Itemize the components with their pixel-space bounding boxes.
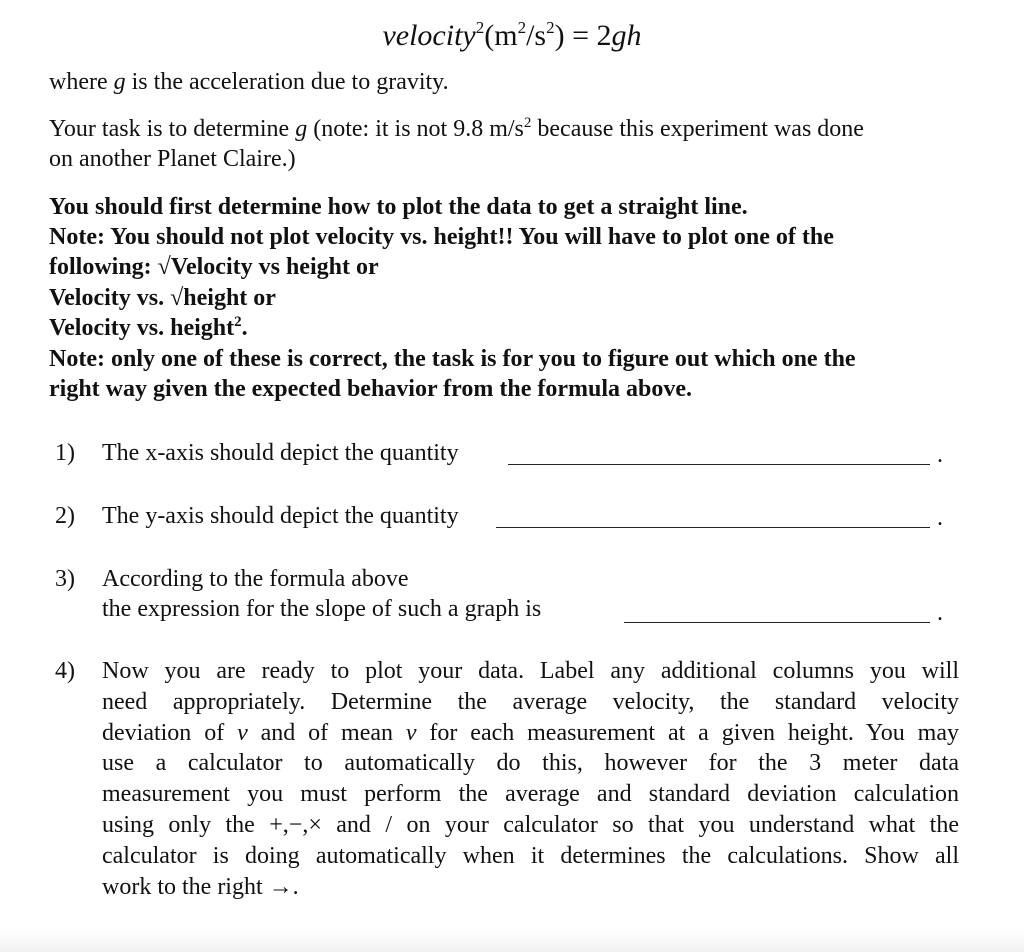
variable-g: g — [295, 116, 308, 142]
paragraph-line: use a calculator to automatically do this, however for the 3 meter data — [102, 750, 959, 777]
question-3-text-line-2: the expression for the slope of such a graph is — [102, 596, 542, 622]
option-text: Velocity vs. height — [49, 315, 235, 341]
question-2-period: . — [937, 505, 943, 531]
question-1-period: . — [937, 442, 943, 468]
task-line-1 — [49, 114, 864, 144]
variable-v: v — [405, 719, 417, 746]
bold-instruction-line-4: Velocity vs. √height or — [49, 285, 276, 311]
equation-rhs-variable: gh — [611, 19, 642, 52]
task-line-2: on another Planet Claire.) — [49, 146, 296, 172]
bold-instruction-line-2: Note: You should not plot velocity vs. height!! You will have to plot one of the — [49, 224, 834, 250]
bold-instruction-line-6: Note: only one of these is correct, the task is for you to figure out which one the — [49, 346, 856, 372]
question-2-number: 2) — [55, 503, 75, 529]
question-2-text: The y-axis should depict the quantity — [102, 503, 459, 529]
velocity-equation — [0, 16, 1024, 56]
equation-velocity-word: velocity — [382, 19, 476, 52]
equation-equals: = 2 — [564, 19, 612, 52]
paragraph-line: measurement you must perform the average and standard deviation calculation — [102, 781, 959, 808]
task-text: Your task is to determine — [49, 116, 296, 142]
question-1-answer-blank[interactable] — [508, 464, 930, 465]
bold-instruction-line-7: right way given the expected behavior from the formula above. — [49, 376, 693, 402]
paragraph-text: and of mean — [247, 719, 406, 746]
equation-unit-exponent: 2 — [517, 18, 527, 37]
question-3-period: . — [937, 600, 943, 626]
question-4-number: 4) — [55, 658, 75, 684]
paragraph-line: using only the +,−,× and / on your calculator so that you understand what the — [102, 811, 959, 838]
question-1-number: 1) — [55, 440, 75, 466]
paragraph-line: Now you are ready to plot your data. Label any additional columns you will — [102, 658, 959, 684]
bold-instruction-line-5 — [49, 313, 248, 343]
question-1-text: The x-axis should depict the quantity — [102, 440, 459, 466]
equation-unit-open: (m — [484, 19, 518, 52]
question-3-number: 3) — [55, 566, 75, 592]
option-period: . — [241, 315, 248, 341]
option-exponent: 2 — [234, 314, 242, 330]
question-4-paragraph — [102, 656, 959, 902]
paragraph-line: calculator is doing automatically when it determines the calculations. Show all — [102, 842, 959, 869]
where-g-line — [49, 67, 449, 97]
paragraph-text: deviation of — [102, 719, 238, 746]
unit-exponent: 2 — [523, 115, 532, 131]
paragraph-line: work to the right →. — [102, 873, 299, 900]
where-text-rest: is the acceleration due to gravity. — [125, 69, 449, 95]
bold-instruction-line-1: You should first determine how to plot the data to get a straight line. — [49, 194, 748, 220]
question-3-answer-blank[interactable] — [624, 622, 930, 623]
task-text-rest: because this experiment was done — [531, 116, 864, 142]
bold-instruction-line-3: following: √Velocity vs height or — [49, 254, 379, 280]
equation-unit-mid: /s — [526, 19, 547, 52]
equation-exponent: 2 — [475, 18, 485, 37]
where-text: where — [49, 69, 114, 95]
task-text-note: (note: it is not 9.8 m/s — [307, 116, 524, 142]
equation-unit-exponent: 2 — [546, 18, 555, 37]
paragraph-line — [102, 718, 959, 749]
paragraph-line: need appropriately. Determine the average velocity, the standard velocity — [102, 688, 959, 715]
variable-v: v — [237, 719, 248, 746]
equation-unit-close: ) — [554, 19, 565, 52]
question-3-text-line-1: According to the formula above — [102, 566, 409, 592]
page-bottom-edge — [0, 930, 1024, 952]
paragraph-text: for each measurement at a given height. You may — [416, 719, 960, 746]
question-2-answer-blank[interactable] — [496, 527, 930, 528]
variable-g: g — [113, 69, 126, 95]
